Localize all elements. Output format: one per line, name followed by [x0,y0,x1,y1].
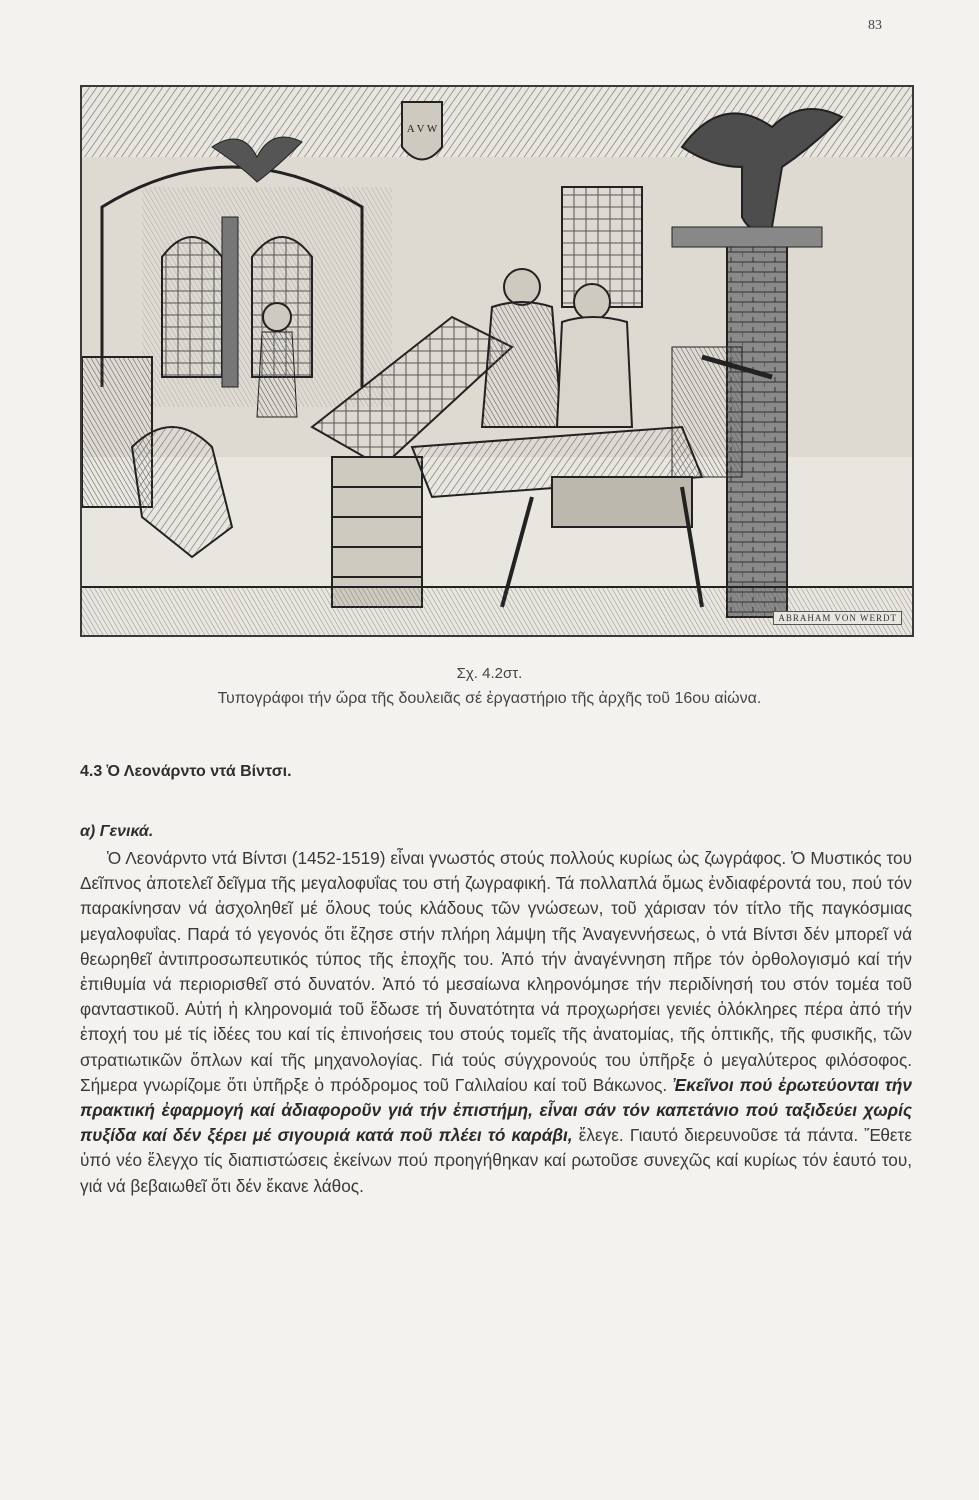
body-part-1: Ὁ Λεονάρντο ντά Βίντσι (1452-1519) εἶναι γνωστός στούς πολλούς κυρίως ὡς ζωγράφος. Ὁ Μυστικός του Δεῖπνος ἀποτελεῖ δεῖγμα τῆς μεγαλοφυΐας του στή ζωγραφική. Τά πολλαπλά ὅμως ἐνδιαφέροντά του, πού τόν παρακίνησαν νά ἀσχοληθεῖ μέ ὅλους τούς κλάδους τῶν γνώσεων, τοῦ χάρισαν τόν τίτλο τῆς παγκόσμιας μεγαλοφυΐας. Παρά τό γεγονός ὅτι ἔζησε στήν πλήρη λάμψη τῆς Ἀναγεννήσεως, ὁ ντά Βίντσι δέν μπορεῖ νά θεωρηθεῖ ἀντιπροσωπευτικός τύπος τῆς ἐποχῆς του. Ἀπό τήν ἀναγέννηση πῆρε τόν ὀρθολογισμό καί τήν ἐπιθυμία νά περιορισθεῖ στό δυνατόν. Ἀπό τό μεσαίωνα κληρονόμησε τήν περιδίνησή του στόν τομέα τοῦ φανταστικοῦ. Αὐτή ἡ κληρονομιά τοῦ ἔδωσε τή δυνατότητα νά προχωρήσει γενιές ὁλόκληρες πέρα ἀπό τήν ἐποχή του μέ τίς ἰδέες του καί τίς ἐπινοήσεις του στούς τομεῖς τῆς ἀνατομίας, τῆς ὀπτικῆς, τῆς φυσικῆς, τῶν στρατιωτικῶν ὅπλων καί τῆς μηχανολογίας. Γιά τούς σύγχρονούς του ὑπῆρξε ὁ μεγαλύτερος φιλόσοφος. Σήμερα γνωρίζομε ὅτι ὑπῆρξε ὁ πρόδρομος τοῦ Γαλιλαίου καί τοῦ Βάκωνος. [80,848,912,1095]
body-paragraph [80,846,912,1199]
compositor-figure [257,303,297,417]
press-table [412,427,702,607]
figure-caption-label: Σχ. 4.2στ. [456,665,523,682]
body-text [80,846,912,1199]
subsection-title: α) Γενικά. [80,823,154,840]
crest-letters: A V W [406,123,438,135]
figure-caption-text: Τυπογράφοι τήν ὥρα τῆς δουλειᾶς σέ ἐργαστήριο τῆς ἀρχῆς τοῦ 16ου αἰώνα. [217,690,762,707]
section-title: 4.3 Ὁ Λεονάρντο ντά Βίντσι. [80,763,292,780]
body-part-2: ἔλεγε. Γιαυτό διερευνοῦσε τά πάντα. Ἔθετε ὑπό νέο ἔλεγχο τίς διαπιστώσεις ἐκείνων πού προηγήθηκαν καί ρωτοῦσε συνεχῶς καί κυρίως τόν ἑαυτό του, γιά νά βεβαιωθεῖ ὅτι δέν ἔκανε λάθος. [80,1125,912,1196]
artist-signature: ABRAHAM VON WERDT [773,611,902,625]
printing-workshop-engraving [82,87,912,635]
emphasized-quote: Ἐκεῖνοι πού ἐρωτεύονται τήν πρακτική ἐφαρμογή καί ἀδιαφοροῦν γιά τήν ἐπιστήμη, εἶναι σάν τόν καπετάνιο πού ταξιδεύει χωρίς πυξίδα καί δέν ξέρει μέ σιγουριά κατά ποῦ πλέει τό καράβι, [80,1074,912,1146]
woodcut-illustration [80,85,914,637]
arched-window-left [162,237,222,377]
page-number: 83 [868,18,882,33]
